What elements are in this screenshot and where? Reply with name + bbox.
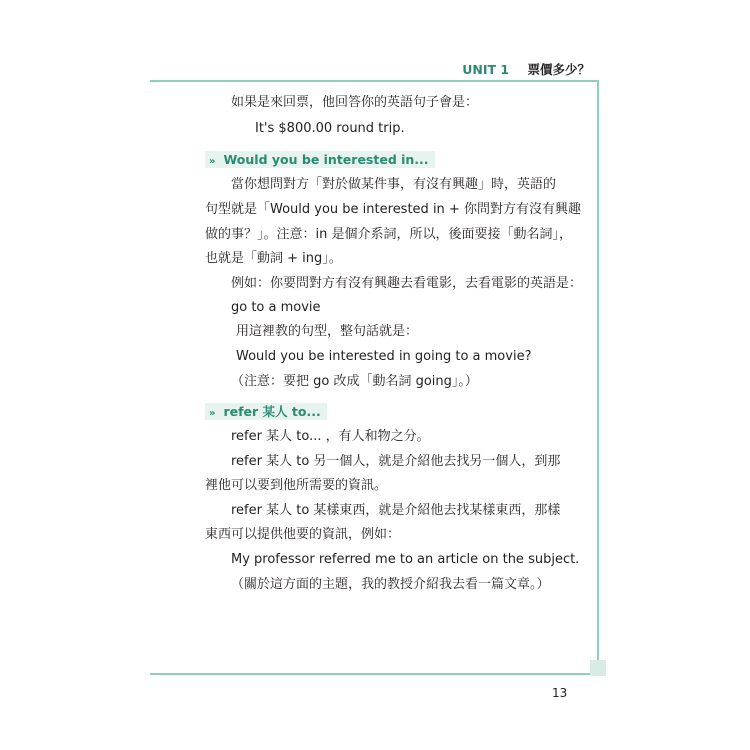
heading-arrow-icon: » xyxy=(209,156,216,167)
body1-line-6: 用這裡教的句型，整句話就是： xyxy=(236,324,419,339)
body2-line-1: refer 某人 to... ，有人和物之分。 xyxy=(231,429,430,444)
body2-translation: （關於這方面的主題，我的教授介紹我去看一篇文章。） xyxy=(231,577,550,592)
bottom-rule xyxy=(150,673,590,675)
section-heading-would-you xyxy=(205,151,435,168)
body2-example: My professor referred me to an article on the subject. xyxy=(231,552,580,567)
section-heading-refer xyxy=(205,403,327,420)
running-header xyxy=(462,60,590,78)
body1-line-4: 也就是「動詞 + ing」。 xyxy=(205,251,342,266)
body1-line-5: 例如：你要問對方有沒有興趣去看電影，去看電影的英語是： xyxy=(231,276,583,291)
body2-line-3: 裡他可以要到他所需要的資訊。 xyxy=(205,478,388,493)
body2-line-5: 東西可以提供他要的資訊，例如： xyxy=(205,527,401,542)
intro-line-1: 如果是來回票，他回答你的英語句子會是： xyxy=(231,95,479,110)
body1-example-2: Would you be interested in going to a movie? xyxy=(236,349,532,364)
heading-arrow-icon: » xyxy=(209,408,216,419)
body2-line-2: refer 某人 to 另一個人，就是介紹他去找另一個人，到那 xyxy=(231,454,561,469)
unit-label: UNIT 1 xyxy=(462,62,510,77)
body1-line-3: 做的事？」。注意：in 是個介系詞，所以，後面要接「動名詞」， xyxy=(205,227,572,242)
heading-text: refer 某人 to... xyxy=(223,404,321,419)
chapter-title: 票價多少？ xyxy=(527,62,590,77)
body2-line-4: refer 某人 to 某樣東西，就是介紹他去找某樣東西，那樣 xyxy=(231,503,561,518)
intro-example: It's $800.00 round trip. xyxy=(255,121,405,136)
page-number: 13 xyxy=(552,686,568,700)
body1-note: （注意：要把 go 改成「動名詞 going」。） xyxy=(231,374,478,389)
body1-example-1: go to a movie xyxy=(231,300,321,315)
body1-line-2: 句型就是「Would you be interested in + 你問對方有沒有興趣 xyxy=(205,202,581,217)
heading-text: Would you be interested in... xyxy=(223,152,429,167)
body1-line-1: 當你想問對方「對於做某件事，有沒有興趣」時，英語的 xyxy=(231,177,557,192)
top-rule xyxy=(150,80,598,82)
corner-decoration xyxy=(590,660,606,676)
right-rule xyxy=(597,80,599,674)
